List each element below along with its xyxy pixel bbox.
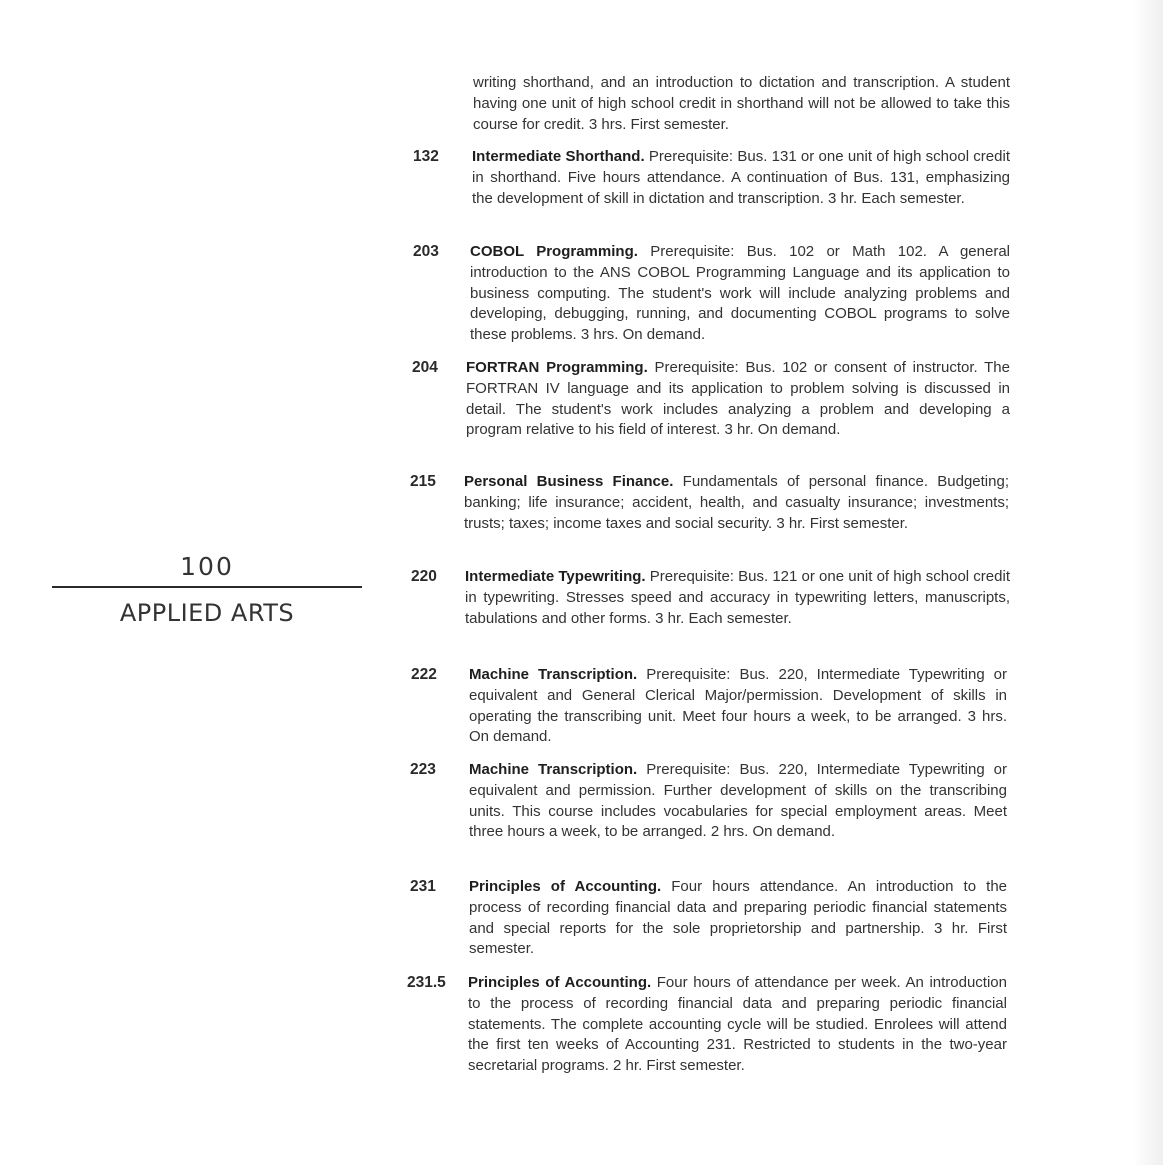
divider-rule [52, 586, 362, 588]
course-entry [469, 665, 1007, 748]
course-title: Intermediate Shorthand. [472, 148, 645, 165]
course-number: 203 [413, 243, 439, 260]
course-entry [464, 472, 1009, 534]
course-title: Personal Business Finance. [464, 473, 674, 490]
course-number: 215 [410, 473, 436, 490]
course-number: 231 [410, 878, 436, 895]
page-sidebar [52, 550, 362, 630]
course-title: Machine Transcription. [469, 666, 638, 683]
course-number: 220 [411, 568, 437, 585]
course-description: Prerequisite: Bus. 220, Intermediate Typewriting or equivalent and permission. Further development of skills on the transcribing units. This course includes vocabularies for special employment areas. Meet three hours a week, to be arranged. 2 hrs. On demand. [469, 761, 1008, 841]
course-number: 204 [412, 359, 438, 376]
course-entry [470, 242, 1010, 346]
course-number: 132 [413, 148, 439, 165]
course-number: 223 [410, 761, 436, 778]
course-title: FORTRAN Programming. [466, 359, 648, 376]
course-entry [465, 567, 1010, 629]
course-description: Four hours attendance. An introduction to the process of recording financial data and preparing periodic financial statements and special reports for the sole proprietorship and partnership. 3 hr. First semester. [469, 878, 1007, 958]
section-title: APPLIED ARTS [119, 599, 295, 627]
course-entry [468, 973, 1007, 1077]
course-description: Prerequisite: Bus. 121 or one unit of high school credit in typewriting. Stresses speed and accuracy in typewriting letters, manuscripts, tabulations and other forms. 3 hr. Each semester. [465, 568, 1010, 627]
course-description: Four hours of attendance per week. An introduction to the process of recording financial data and preparing periodic financial statements. The complete accounting cycle will be studied. Enrolees will attend the first ten weeks of Accounting 231. Restricted to students in the two-year secretarial programs. 2 hr. First semester. [468, 974, 1007, 1075]
course-title: Principles of Accounting. [468, 974, 652, 991]
course-title: COBOL Programming. [470, 243, 638, 260]
course-title: Intermediate Typewriting. [465, 568, 646, 585]
course-number: 231.5 [407, 974, 446, 991]
course-description: Prerequisite: Bus. 220, Intermediate Typewriting or equivalent and General Clerical Major/permission. Development of skills in operating the transcribing unit. Meet four hours a week, to be arranged. 3 hrs. On demand. [469, 666, 1008, 746]
intro-paragraph: writing shorthand, and an introduction to dictation and transcription. A student having one unit of high school credit in shorthand will not be allowed to take this course for credit. 3 hrs. First semester. [473, 74, 1010, 133]
course-description: Fundamentals of personal finance. Budgeting; banking; life insurance; accident, health, and casualty insurance; investments; trusts; taxes; income taxes and social security. 3 hr. First semester. [464, 473, 1009, 532]
course-entry [469, 877, 1007, 960]
course-number: 222 [411, 666, 437, 683]
course-entry [472, 147, 1010, 209]
course-description: Prerequisite: Bus. 102 or consent of instructor. The FORTRAN IV language and its application to problem solving is discussed in detail. The student's work includes analyzing a problem and developing a program relative to his field of interest. 3 hr. On demand. [466, 359, 1010, 439]
course-entry [466, 358, 1010, 441]
course-title: Principles of Accounting. [469, 878, 662, 895]
course-description: Prerequisite: Bus. 131 or one unit of high school credit in shorthand. Five hours attendance. A continuation of Bus. 131, emphasizing the development of skill in dictation and transcription. 3 hr. Each semester. [472, 148, 1010, 207]
course-title: Machine Transcription. [469, 761, 638, 778]
course-description: Prerequisite: Bus. 102 or Math 102. A general introduction to the ANS COBOL Programming Language and its application to business computing. The student's work will include analyzing problems and developing, debugging, running, and documenting COBOL programs to solve these problems. 3 hrs. On demand. [470, 243, 1010, 344]
page-number: 100 [180, 552, 234, 581]
course-entry [469, 760, 1007, 843]
page-edge-shadow [1133, 0, 1163, 1165]
